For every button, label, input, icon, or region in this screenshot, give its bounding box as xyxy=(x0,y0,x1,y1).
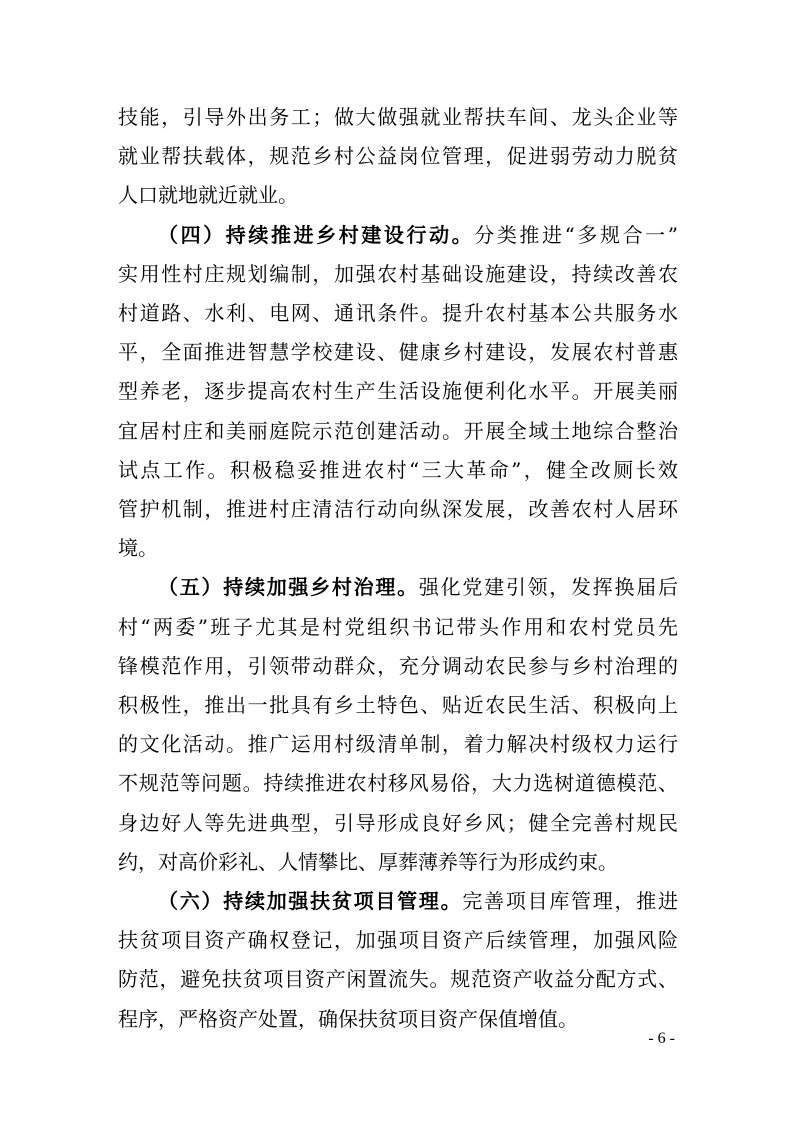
paragraph-1-line-1: 技能，引导外出务工；做大做强就业帮扶车间、龙头企业等 xyxy=(118,105,678,129)
paragraph-1-line-3: 人口就地就近就业。 xyxy=(118,183,298,208)
paragraph-4-line-1 xyxy=(158,886,678,916)
paragraph-3-line-4: 积极性，推出一批具有乡土特色、贴近农民生活、积极向上 xyxy=(118,693,678,717)
section-heading-4: （四）持续推进乡村建设行动。 xyxy=(158,222,475,247)
paragraph-2-line-9: 境。 xyxy=(118,536,158,561)
paragraph-2-line-8: 管护机制，推进村庄清洁行动向纵深发展，改善农村人居环 xyxy=(118,497,678,521)
paragraph-3-line-7: 身边好人等先进典型，引导形成良好乡风；健全完善村规民 xyxy=(118,810,678,835)
paragraph-3-line-1 xyxy=(158,572,678,602)
paragraph-3-line-1-text: 强化党建引领，发挥换届后 xyxy=(418,575,679,600)
paragraph-1-line-2: 就业帮扶载体，规范乡村公益岗位管理，促进弱劳动力脱贫 xyxy=(118,144,678,169)
paragraph-4-line-4: 程序，严格资产处置，确保扶贫项目资产保值增值。 xyxy=(118,1006,578,1031)
paragraph-4-line-1-text: 完善项目库管理，推进 xyxy=(462,889,679,913)
paragraph-2-line-1 xyxy=(158,220,678,250)
paragraph-3-line-5: 的文化活动。推广运用村级清单制，着力解决村级权力运行 xyxy=(118,732,678,757)
paragraph-2-line-6: 宜居村庄和美丽庭院示范创建活动。开展全域土地综合整治 xyxy=(118,418,678,443)
page-number: - 6 - xyxy=(648,1030,675,1047)
paragraph-2-line-5: 型养老，逐步提高农村生产生活设施便利化水平。开展美丽 xyxy=(118,379,678,404)
paragraph-3-line-6: 不规范等问题。持续推进农村移风易俗，大力选树道德模范、 xyxy=(118,771,678,796)
paragraph-2-line-4: 平，全面推进智慧学校建设、健康乡村建设，发展农村普惠 xyxy=(118,340,678,365)
paragraph-4-line-2: 扶贫项目资产确权登记，加强项目资产后续管理，加强风险 xyxy=(118,928,678,953)
section-heading-5: （五）持续加强乡村治理。 xyxy=(158,575,419,600)
paragraph-2-line-1-text: 分类推进“多规合一” xyxy=(474,222,679,247)
section-heading-6: （六）持续加强扶贫项目管理。 xyxy=(158,889,463,913)
paragraph-2-line-7: 试点工作。积极稳妥推进农村“三大革命”，健全改厕长效 xyxy=(118,457,678,482)
paragraph-3-line-3: 锋模范作用，引领带动群众，充分调动农民参与乡村治理的 xyxy=(118,653,678,678)
paragraph-2-line-2: 实用性村庄规划编制，加强农村基础设施建设，持续改善农 xyxy=(118,261,678,286)
paragraph-4-line-3: 防范，避免扶贫项目资产闲置流失。规范资产收益分配方式、 xyxy=(118,967,678,992)
paragraph-3-line-2: 村“两委”班子尤其是村党组织书记带头作用和农村党员先 xyxy=(118,614,678,639)
paragraph-3-line-8: 约，对高价彩礼、人情攀比、厚葬薄养等行为形成约束。 xyxy=(118,849,618,874)
paragraph-2-line-3: 村道路、水利、电网、通讯条件。提升农村基本公共服务水 xyxy=(118,301,678,325)
